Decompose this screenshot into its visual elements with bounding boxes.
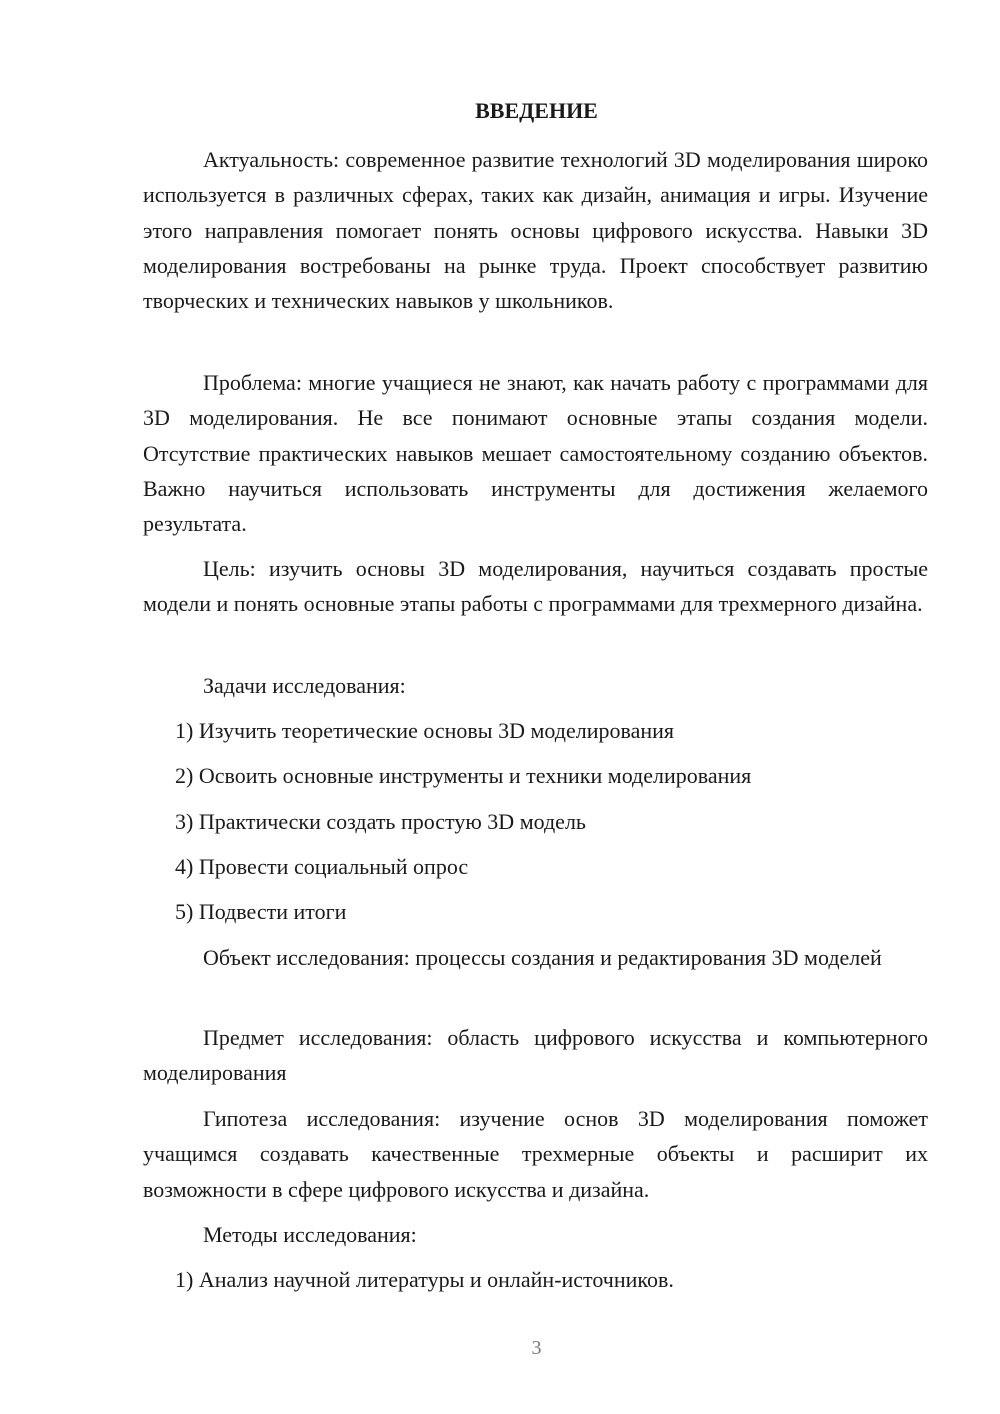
method-item-1: 1) Анализ научной литературы и онлайн-источников.	[175, 1267, 674, 1292]
relevance-paragraph: Актуальность: современное развитие технологий 3D моделирования широко используется в различных сферах, таких как дизайн, анимация и игры. Изучение этого направления помогает понять основы цифрового искусства. Навыки 3D моделирования востребованы на рынке труда. Проект способствует развитию творческих и технических навыков у школьников.	[143, 147, 928, 314]
page-number: 3	[531, 1337, 542, 1359]
task-item-3: 3) Практически создать простую 3D модель	[175, 809, 586, 834]
task-item-1: 1) Изучить теоретические основы 3D моделирования	[175, 718, 674, 743]
hypothesis-paragraph: Гипотеза исследования: изучение основ 3D моделирования поможет учащимся создавать качественные трехмерные объекты и расширит их возможности в сфере цифрового искусства и дизайна.	[143, 1106, 928, 1202]
page-title: ВВЕДЕНИЕ	[475, 98, 598, 123]
problem-paragraph: Проблема: многие учащиеся не знают, как начать работу с программами для 3D моделирования. Не все понимают основные этапы создания модели. Отсутствие практических навыков мешает самостоятельному созданию объектов. Важно научиться использовать инструменты для достижения желаемого результата.	[143, 370, 928, 537]
methods-heading: Методы исследования:	[203, 1222, 417, 1247]
goal-paragraph: Цель: изучить основы 3D моделирования, научиться создавать простые модели и понять основные этапы работы с программами для трехмерного дизайна.	[143, 556, 928, 617]
task-item-2: 2) Освоить основные инструменты и техники моделирования	[175, 763, 752, 788]
object-paragraph: Объект исследования: процессы создания и редактирования 3D моделей	[203, 945, 882, 970]
subject-paragraph: Предмет исследования: область цифрового искусства и компьютерного моделирования	[143, 1025, 928, 1086]
task-item-4: 4) Провести социальный опрос	[175, 854, 469, 879]
task-item-5: 5) Подвести итоги	[175, 899, 347, 924]
tasks-heading: Задачи исследования:	[203, 673, 406, 698]
